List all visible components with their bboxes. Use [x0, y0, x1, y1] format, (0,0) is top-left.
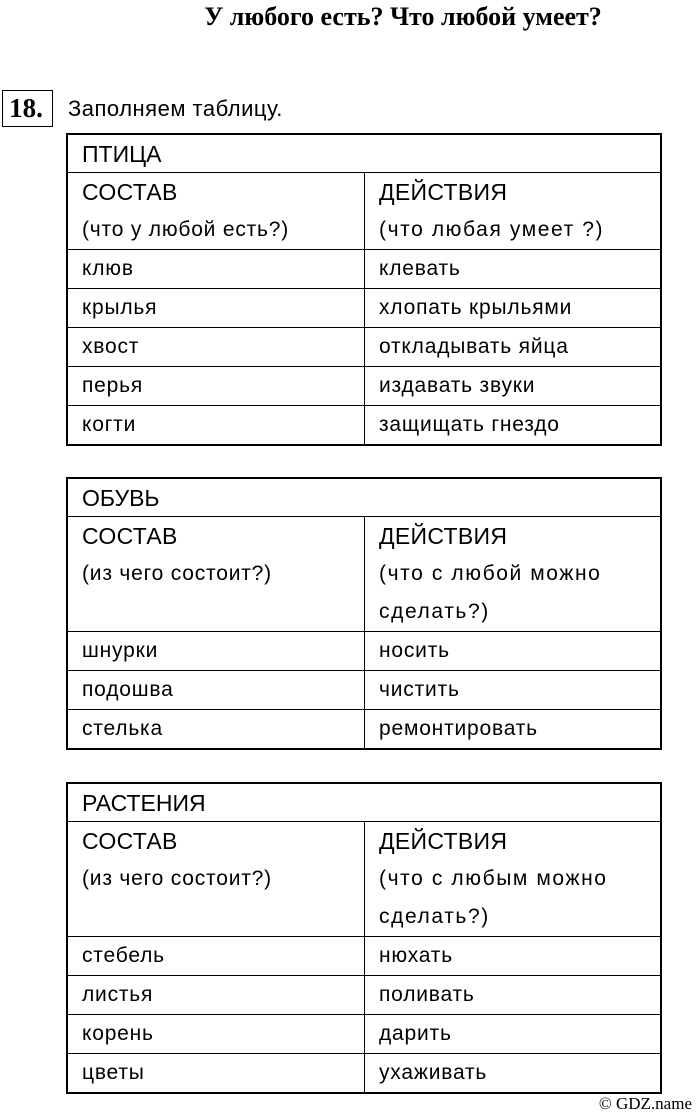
action-cell: поливать: [364, 976, 660, 1014]
header-question: (что любая умеет ?): [379, 218, 605, 241]
action-cell: носить: [364, 632, 660, 670]
table-caption: ПТИЦА: [68, 135, 660, 173]
action-cell: защищать гнездо: [364, 406, 660, 444]
action-cell: чистить: [364, 671, 660, 709]
table-row: [68, 632, 660, 671]
action-cell: откладывать яйца: [364, 328, 660, 366]
part-cell: шнурки: [82, 639, 159, 662]
header-label: ДЕЙСТВИЯ: [379, 828, 508, 854]
part-cell: хвост: [82, 335, 140, 358]
exercise-number: 18.: [9, 93, 43, 123]
part-cell: цветы: [82, 1061, 145, 1084]
header-label: ДЕЙСТВИЯ: [379, 523, 508, 549]
table-row: [68, 671, 660, 710]
table-row: [68, 367, 660, 406]
header-composition: [68, 173, 364, 249]
table-1: [66, 133, 662, 446]
table-row: [68, 289, 660, 328]
part-cell: корень: [82, 1022, 154, 1045]
part-cell: листья: [82, 983, 154, 1006]
action-cell: нюхать: [364, 937, 660, 975]
header-label: ДЕЙСТВИЯ: [379, 179, 508, 205]
header-question: (из чего состоит?): [82, 867, 272, 890]
table-row: [68, 710, 660, 748]
header-composition: [68, 822, 364, 936]
table-header-row: [68, 517, 660, 632]
part-cell: когти: [82, 413, 137, 436]
table-row: [68, 1054, 660, 1092]
table-header-row: [68, 822, 660, 937]
part-cell: подошва: [82, 678, 174, 701]
header-actions: [364, 173, 660, 249]
header-question: сделать?): [379, 600, 490, 623]
part-cell: стелька: [82, 717, 163, 740]
part-cell: клюв: [82, 257, 134, 280]
header-actions: [364, 517, 660, 631]
header-question: (из чего состоит?): [82, 562, 272, 585]
action-cell: ремонтировать: [364, 710, 660, 748]
table-header-row: [68, 173, 660, 250]
table-3: [66, 782, 662, 1094]
header-label: СОСТАВ: [82, 523, 178, 549]
header-question: сделать?): [379, 905, 490, 928]
header-label: СОСТАВ: [82, 179, 178, 205]
table-caption: РАСТЕНИЯ: [68, 784, 660, 822]
table-2: [66, 477, 662, 750]
table-row: [68, 250, 660, 289]
header-question: (что с любой можно: [379, 562, 602, 585]
table-row: [68, 976, 660, 1015]
table-row: [68, 406, 660, 444]
table-row: [68, 328, 660, 367]
exercise-instruction: Заполняем таблицу.: [68, 96, 283, 121]
table-row: [68, 1015, 660, 1054]
part-cell: стебель: [82, 944, 165, 967]
action-cell: клевать: [364, 250, 660, 288]
action-cell: дарить: [364, 1015, 660, 1053]
table-row: [68, 937, 660, 976]
table-caption: ОБУВЬ: [68, 479, 660, 517]
action-cell: хлопать крыльями: [364, 289, 660, 327]
header-actions: [364, 822, 660, 936]
page-title: У любого есть? Что любой умеет?: [204, 2, 602, 31]
header-composition: [68, 517, 364, 631]
part-cell: крылья: [82, 296, 158, 319]
watermark: © GDZ.name: [598, 1094, 692, 1113]
header-label: СОСТАВ: [82, 828, 178, 854]
action-cell: ухаживать: [364, 1054, 660, 1092]
part-cell: перья: [82, 374, 144, 397]
header-question: (что с любым можно: [379, 867, 608, 890]
action-cell: издавать звуки: [364, 367, 660, 405]
header-question: (что у любой есть?): [82, 218, 290, 241]
